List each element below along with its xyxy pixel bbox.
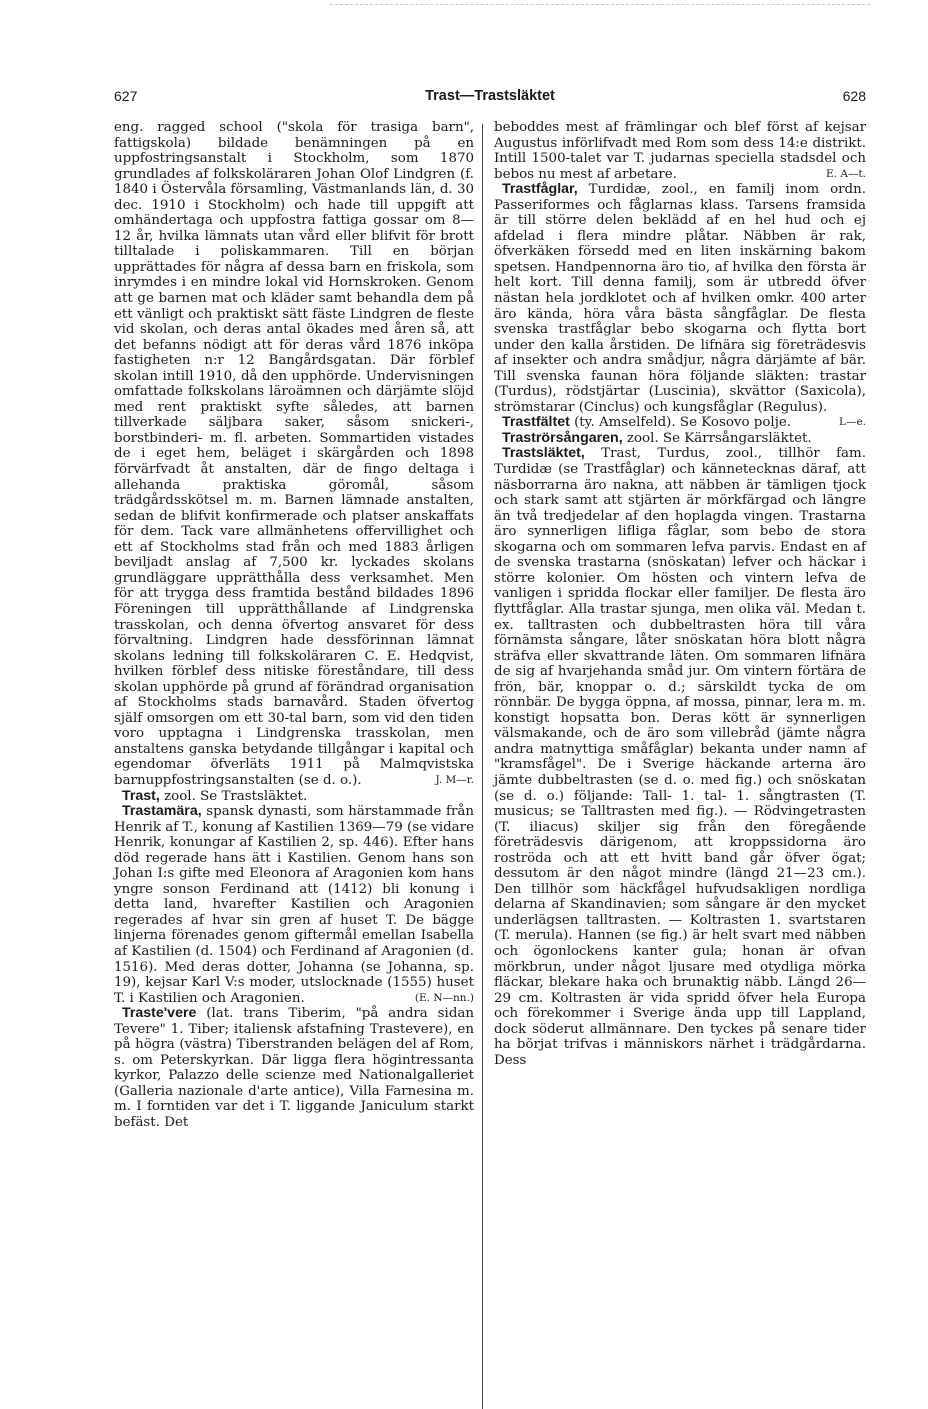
author-signature: E. A—t. xyxy=(826,167,866,180)
encyclopedia-entry xyxy=(494,446,866,1068)
author-signature: L—e. xyxy=(838,416,866,429)
page-number-left: 627 xyxy=(114,88,138,104)
entry-text: spansk dynasti, som härstammade från Henrik af T., konung af Kastilien 1369—79 (se vidare Henrik, konungar af Kastilien 2, sp. 446). Efter hans död regerade hans ätt i Kastilien. Genom hans son Johan I:s gifte med Eleonora af Aragonien kom hans yngre sonson Ferdinand att (1412) bli konung i detta land, hvarefter Kastilien och Aragonien regerades af hvar sin gren af huset T. De bägge linjerna förenades genom giftermål emellan Isabella af Kastilien (d. 1504) och Ferdinand af Aragonien (d. 1516). Med deras dotter, Johanna (se Johanna, sp. 19), kejsar Karl V:s moder, utslocknade (1555) huset T. i Kastilien och Aragonien. xyxy=(114,804,474,1006)
right-column xyxy=(494,120,866,1068)
continued-text xyxy=(494,120,866,182)
entry-text: beboddes mest af främlingar och blef först af kejsar Augustus införlifvadt med Rom som dess 14:e distrikt. Intill 1500-talet var T. judarnas speciella stadsdel och bebos nu mest af arbetare. xyxy=(494,120,866,182)
page-number-right: 628 xyxy=(842,88,866,104)
column-divider xyxy=(482,124,483,1409)
entry-text: eng. ragged school ("skola för trasiga barn", fattigskola) bildade benämningen på en uppfostringsanstalt i Stockholm, som 1870 grundlades af folkskoläraren Johan Olof Lindgren (f. 1840 i Östervåla församling, Västmanlands län, d. 30 dec. 1910 i Stockholm) och hade till uppgift att omhändertaga och uppfostra fattiga gossar om 8—12 år, hvilka lämnats utan vård eller blifvit för brott tilltalade i poliskammaren. Till en början upprättades för några af dessa barn en friskola, som inrymdes i en mindre lokal vid Hornskroken. Genom att ge barnen mat och kläder samt behandla dem på ett vänligt och praktiskt sätt fäste Lindgren de fleste vid skolan, och deras antal ökades med åren så, att det befanns nödigt att för deras vård 1876 inköpa fastigheten n:r 12 Bangårdsgatan. Där förblef skolan intill 1910, då den upphörde. Undervisningen omfattade folkskolans läroämnen och därjämte slöjd med rent praktiskt syfte således, att barnen tillverkade säljbara saker, såsom snickeri-, borstbinderi- m. fl. arbeten. Sommartiden vistades de i eget hem, beläget i skärgården och 1898 förvärfvadt åt anstalten, där de fingo deltaga i allehanda praktiska göromål, såsom trädgårdsskötsel m. m. Barnen lämnade anstalten, sedan de blifvit konfirmerade och platser anskaffats för dem. Tack vare allmänhetens offervillighet och ett af Stockholms stad från och med 1883 årligen beviljadt anslag af 7,500 kr. lyckades skolans grundläggare upprätthålla dess verksamhet. Men för att trygga dess framtida bestånd bildades 1896 Föreningen till upprätthållande af Lindgrenska trasskolan, och denna öfvertog ansvaret för dess förvaltning. Lindgren hade dessförinnan lämnat skolans ledning till folkskoläraren C. E. Hedqvist, hvilken förblef dess nitiske föreståndare, till dess skolan upphörde på grund af förändrad organisation af Stockholms stads barnavård. Staden öfvertog själf omsorgen om ett 30-tal barn, som vid den tiden voro upptagna i Lindgrenska trasskolan, men anstaltens ganska betydande tillgångar i kapital och egendomar öfverläts 1911 på Malmqvistska barnuppfostringsanstalten (se d. o.). xyxy=(114,120,474,788)
encyclopedia-entry xyxy=(114,804,474,1006)
entry-headword: Trastamära, xyxy=(122,803,202,820)
entry-headword: Traströrsångaren, xyxy=(502,429,623,446)
entry-text: (lat. trans Tiberim, "på andra sidan Tevere" 1. Tiber; italiensk afstafning Trastevere), en på högra (västra) Tiberstranden belägen del af Rom, s. om Peterskyrkan. Där ligga flera högintressanta kyrkor, Palazzo delle scienze med Nationalgalleriet (Galleria nazionale d'arte antice), Villa Farnesina m. m. I forntiden var det i T. liggande Janiculum starkt befäst. Det xyxy=(114,1006,474,1130)
entry-text: zool. Se Kärrsångarsläktet. xyxy=(626,430,812,446)
entry-text: (ty. Amselfeld). Se Kosovo polje. xyxy=(574,415,792,431)
encyclopedia-entry xyxy=(494,415,866,431)
entry-text: Turdidæ, zool., en familj inom ordn. Passeriformes och fåglarnas klass. Tarsens framsida är till större delen beklädd af en hel hud och ej afdelad i flera mindre plåtar. Näbben är rak, öfverkäken försedd med en liten inskärning bakom spetsen. Handpennorna äro tio, af hvilka den första är helt kort. Till denna familj, som är utbredd öfver nästan hela jordklotet och af hvilken omkr. 400 arter äro kända, höra våra bästa sångfåglar. De flesta svenska trastfåglar bebo skogarna och flytta bort under den kalla årstiden. De lifnära sig företrädesvis af insekter och andra smådjur, några därjämte af bär. Till svenska faunan höra följande släkten: trastar (Turdus), rödstjärtar (Luscinia), skvättor (Saxicola), strömstarar (Cinclus) och kungsfåglar (Regulus). xyxy=(494,182,866,415)
left-column xyxy=(114,120,474,1131)
encyclopedia-entry xyxy=(494,431,866,447)
entry-text: Trast, Turdus, zool., tillhör fam. Turdidæ (se Trastfåglar) och kännetecknas däraf, att näsborrarna äro nakna, att näbben är tämligen tjock och stark samt att stjärten är mörkfärgad och längre än två tredjedelar af den hoplagda vingen. Trastarna äro synnerligen lifliga fåglar, som bebo de stora skogarna och om sommaren lefva parvis. Endast en af de svenska trastarna (snöskatan) lefver och häckar i större kolonier. Om hösten och vintern lefva de vanligen i spridda flockar eller familjer. De flesta äro flyttfåglar. Alla trastar sjunga, men olika väl. Medan t. ex. talltrasten och dubbeltrasten höra till våra förnämsta sångare, låter snöskatan höra blott några sträfva eller skvattrande läten. Om sommaren lifnära de sig af hvarjehanda småd jur. Om vintern förtära de frön, bär, knoppar o. d.; särskildt tycka de om rönnbär. De bygga öppna, af mossa, pinnar, lera m. m. konstigt hopsatta bon. Deras kött är synnerligen välsmakande, och de äro som villebråd (jämte några andra matnyttiga småfåglar) bekanta under namn af "kramsfågel". De i Sverige häckande arterna äro jämte dubbeltrasten (se d. o. med fig.) och snöskatan (se d. o.) följande: Tall- 1. tal- 1. sångtrasten (T. musicus; se Talltrasten med fig.). — Rödvingetrasten (T. iliacus) skiljer sig från den föregående företrädesvis därigenom, att kroppssidorna äro roströda och att ett hvitt band går öfver ögat; dessutom är den något mindre (längd 21—23 cm.). Den tillhör som häckfågel hufvudsakligen nordliga delarna af Skandinavien; som sångare är den mycket underlägsen talltrasten. — Koltrasten 1. svartstaren (T. merula). Hannen (se fig.) är helt svart med näbben och ögonlockens kanter gula; honan är ofvan mörkbrun, under något ljusare med otydliga mörka fläckar, blekare haka och brunaktig näbb. Längd 26—29 cm. Koltrasten är vida spridd öfver hela Europa och förekommer i Sverige ända upp till Lappland, dock söderut allmännare. Den tyckes på senare tider ha börjat trifvas i människors närhet i trädgårdarna. Dess xyxy=(494,446,866,1068)
page-title: Trast—Trastsläktet xyxy=(425,88,555,104)
scan-artifact-line xyxy=(330,4,870,5)
entry-headword: Trast, xyxy=(122,787,160,804)
encyclopedia-entry xyxy=(114,1006,474,1130)
continued-text xyxy=(114,120,474,789)
entry-headword: Traste'vere xyxy=(122,1005,197,1022)
page-header xyxy=(114,88,866,110)
encyclopedia-entry xyxy=(114,789,474,805)
entry-text: zool. Se Trastsläktet. xyxy=(164,788,308,804)
entry-headword: Trastfåglar, xyxy=(502,181,578,198)
entry-headword: Trastsläktet, xyxy=(502,445,585,462)
author-signature: (E. N—nn.) xyxy=(414,991,474,1004)
entry-headword: Trastfältet xyxy=(502,414,570,431)
author-signature: J. M—r. xyxy=(435,773,474,786)
